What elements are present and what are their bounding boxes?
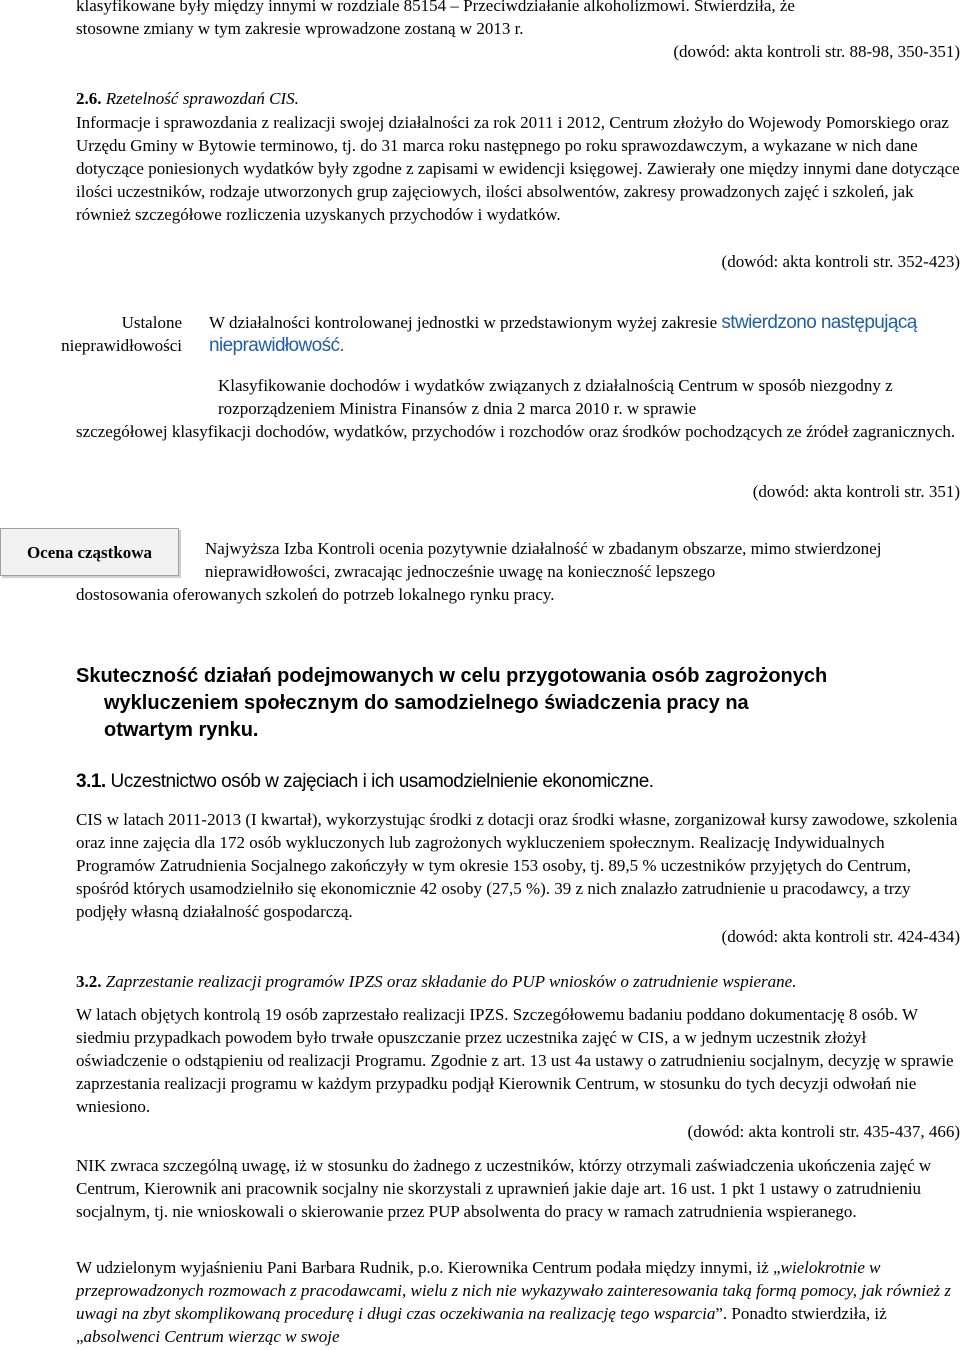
section-3-2-paragraph-1: W latach objętych kontrolą 19 osób zaprzestało realizacji IPZS. Szczegółowemu badaniu poddano dokumentację 8 osób. W siedmiu przypadkach powodem było trwałe opuszczanie przez uczestnika zajęć w CIS, a w jednym uczestnik złożył oświadczenie o odstąpieniu od realizacji Programu. Zgodnie z art. 13 ust 4a ustawy o zatrudnieniu socjalnym, decyzję w sprawie zaprzestania realizacji programu w każdym przypadku podjął Kierownik Centrum, w stosunku do tych decyzji odwołań nie wniesiono. (76, 1005, 954, 1116)
section-3-2-heading (76, 970, 960, 993)
section-2-6-title: Rzetelność sprawozdań CIS. (105, 89, 299, 108)
partial-assessment-box (0, 528, 179, 576)
irregularities-label: Ustalone nieprawidłowości (61, 313, 182, 355)
evidence-ref-4: (dowód: akta kontroli str. 424-434) (721, 927, 960, 946)
evidence-ref-2: (dowód: akta kontroli str. 352-423) (721, 252, 960, 271)
irregularities-intro-text: W działalności kontrolowanej jednostki w przedstawionym wyżej zakresie (209, 313, 718, 332)
section-3-2-title: Zaprzestanie realizacji programów IPZS oraz składanie do PUP wniosków o zatrudnienie wspierane. (105, 972, 797, 991)
explanation-quote-1: wielokrotnie w przeprowadzonych rozmowach z pracodawcami, wielu z nich nie wykazywało zainteresowania taką formą pomocy, jak również z uwagi na zbyt skomplikowaną procedurę i długi czas oczekiwania na realizację tego wsparcia (76, 1258, 951, 1323)
irregularity-item-continued: szczegółowej klasyfikacji dochodów, wydatków, przychodów i rozchodów oraz środków pochodzących ze źródeł zagranicznych. (76, 422, 956, 441)
partial-assessment-label: Ocena cząstkowa (26, 542, 153, 562)
irregularities-intro (209, 311, 949, 357)
chapter-3-heading: Skuteczność działań podejmowanych w celu przygotowania osób zagrożonych wykluczeniem społecznym do samodzielnego świadczenia pracy na otwartym rynku. (76, 665, 828, 741)
carryover-paragraph (76, 0, 960, 40)
carryover-line-2: stosowne zmiany w tym zakresie wprowadzone zostaną w 2013 r. (76, 19, 524, 38)
section-2-6-paragraph: Informacje i sprawozdania z realizacji swojej działalności za rok 2011 i 2012, Centrum złożyło do Wojewody Pomorskiego oraz Urzędu Gminy w Bytowie terminowo, tj. do 31 marca roku następnego po roku sprawozdawczym, a wykazane w nich dane dotyczące poniesionych wydatków były zgodne z zapisami w ewidencji księgowej. Zawierały one między innymi dane dotyczące ilości uczestników, rodzaje utworzonych grup zajęciowych, ilości absolwentów, zakresy prowadzonych zajęć i szkoleń, jak również szczegółowe rozliczenia uzyskanych przychodów i wydatków. (76, 113, 960, 224)
assessment-text-continued: dostosowania oferowanych szkoleń do potrzeb lokalnego rynku pracy. (76, 585, 555, 604)
irregularity-item: Klasyfikowanie dochodów i wydatków związanych z działalnością Centrum w sposób niezgodny z rozporządzeniem Ministra Finansów z dnia 2 marca 2010 r. w sprawie (218, 376, 893, 418)
section-3-2-paragraph-2: NIK zwraca szczególną uwagę, iż w stosunku do żadnego z uczestników, którzy otrzymali zaświadczenia ukończenia zajęć w Centrum, Kierownik ani pracownik socjalny nie skorzystali z uprawnień jakie daje art. 16 ust. 1 pkt 1 ustawy o zatrudnieniu socjalnym, tj. nie wnioskowali o skierowanie przez PUP absolwenta do pracy w ramach zatrudnienia wspieranego. (76, 1156, 932, 1221)
section-3-1-title: Uczestnictwo osób w zajęciach i ich usamodzielnienie ekonomiczne. (110, 771, 654, 792)
section-3-2-paragraph-3: W udzielonym wyjaśnieniu Pani Barbara Rudnik, p.o. Kierownika Centrum podała między innymi, iż „wielokrotnie w przeprowadzonych rozmowach z pracodawcami, wielu z nich nie wykazywało zainteresowania taką formą pomocy, jak również z uwagi na zbyt skomplikowaną procedurę i długi czas oczekiwania na realizację tego wsparcia”. Ponadto stwierdziła, iż „absolwenci Centrum wierząc w swoje (76, 1258, 951, 1346)
section-3-1-heading (76, 770, 960, 793)
explanation-quote-2: absolwenci Centrum wierząc w swoje (83, 1327, 340, 1346)
section-3-1-paragraph: CIS w latach 2011-2013 (I kwartał), wykorzystując środki z dotacji oraz środki własne, zorganizował kursy zawodowe, szkolenia oraz inne zajęcia dla 172 osób wykluczonych lub zagrożonych wykluczeniem społecznym. Realizację Indywidualnych Programów Zatrudnienia Socjalnego zakończyły w tym okresie 153 osoby, tj. 89,5 % uczestników przyjętych do Centrum, spośród których usamodzielniło się ekonomicznie 42 osoby (27,5 %). 39 z nich znalazło zatrudnienie u pracodawcy, a trzy podjęły własną działalność gospodarczą. (76, 810, 958, 921)
evidence-ref-5: (dowód: akta kontroli str. 435-437, 466) (687, 1122, 960, 1141)
evidence-ref-3: (dowód: akta kontroli str. 351) (752, 482, 960, 501)
evidence-ref-1: (dowód: akta kontroli str. 88-98, 350-351) (673, 42, 960, 61)
carryover-line-1: klasyfikowane były między innymi w rozdziale 85154 – Przeciwdziałanie alkoholizmowi. Stwierdziła, że (76, 0, 795, 15)
assessment-text: Najwyższa Izba Kontroli ocenia pozytywnie działalność w zbadanym obszarze, mimo stwierdzonej nieprawidłowości, zwracając jednocześnie uwagę na konieczność lepszego (205, 539, 882, 581)
irregularities-highlight: stwierdzono następującą nieprawidłowość. (209, 312, 917, 356)
section-2-6-heading (76, 87, 960, 110)
section-2-6-number: 2.6. (76, 89, 102, 108)
section-3-1-number: 3.1. (76, 771, 106, 792)
section-3-2-number: 3.2. (76, 972, 102, 991)
